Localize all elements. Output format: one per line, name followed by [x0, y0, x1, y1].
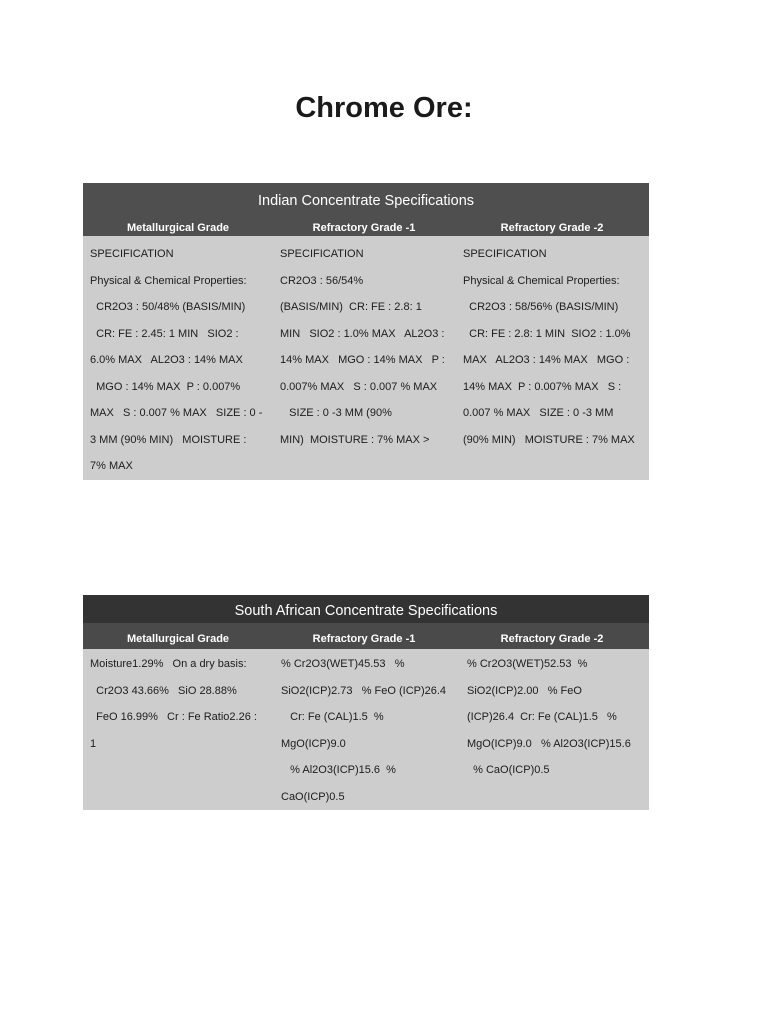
table-row: [83, 649, 649, 810]
cell-refractory-2: % Cr2O3(WET)52.53 % SiO2(ICP)2.00 % FeO (ICP)26.4 Cr: Fe (CAL)1.5 % MgO(ICP)9.0 % Al2O3(ICP)15.6 % CaO(ICP)0.5: [467, 658, 631, 776]
table-title: South African Concentrate Specifications: [83, 595, 649, 623]
column-header-refractory-2: Refractory Grade -2: [500, 222, 604, 234]
table-title: Indian Concentrate Specifications: [83, 183, 649, 220]
column-header-metallurgical: Metallurgical Grade: [126, 222, 230, 234]
cell-refractory-1: SPECIFICATION CR2O3 : 56/54% (BASIS/MIN) CR: FE : 2.8: 1 MIN SIO2 : 1.0% MAX AL2O3 : 14% MAX MGO : 14% MAX P : 0.007% MAX S : 0.007 % MAX SIZE : 0 -3 MM (90% MIN) MOISTURE : 7% MAX >: [280, 248, 445, 446]
column-header-metallurgical: Metallurgical Grade: [126, 633, 230, 645]
column-header-refractory-1: Refractory Grade -1: [312, 222, 416, 234]
page-title: Chrome Ore:: [295, 92, 473, 124]
cell-refractory-1: % Cr2O3(WET)45.53 % SiO2(ICP)2.73 % FeO (ICP)26.4 Cr: Fe (CAL)1.5 % MgO(ICP)9.0 % Al2O3(ICP)15.6 % CaO(ICP)0.5: [281, 658, 447, 803]
column-header-refractory-2: Refractory Grade -2: [500, 633, 604, 645]
column-headers: [83, 220, 649, 236]
cell-metallurgical: SPECIFICATION Physical & Chemical Properties: CR2O3 : 50/48% (BASIS/MIN) CR: FE : 2.45: 1 MIN SIO2 : 6.0% MAX AL2O3 : 14% MAX MGO : 14% MAX P : 0.007% MAX S : 0.007 % MAX SIZE : 0 - 3 MM (90% MIN) MOISTURE : 7% MAX: [90, 248, 263, 472]
indian-spec-table: [83, 183, 649, 480]
south-african-spec-table: [83, 595, 649, 810]
cell-refractory-2: SPECIFICATION Physical & Chemical Properties: CR2O3 : 58/56% (BASIS/MIN) CR: FE : 2.8: 1 MIN SIO2 : 1.0% MAX AL2O3 : 14% MAX MGO : 14% MAX P : 0.007% MAX S : 0.007 % MAX SIZE : 0 -3 MM (90% MIN) MOISTURE : 7% MAX: [463, 248, 635, 446]
column-headers: [83, 623, 649, 649]
cell-metallurgical: Moisture1.29% On a dry basis: Cr2O3 43.66% SiO 28.88% FeO 16.99% Cr : Fe Ratio2.26 : 1: [90, 658, 257, 750]
table-row: [83, 236, 649, 480]
column-header-refractory-1: Refractory Grade -1: [312, 633, 416, 645]
